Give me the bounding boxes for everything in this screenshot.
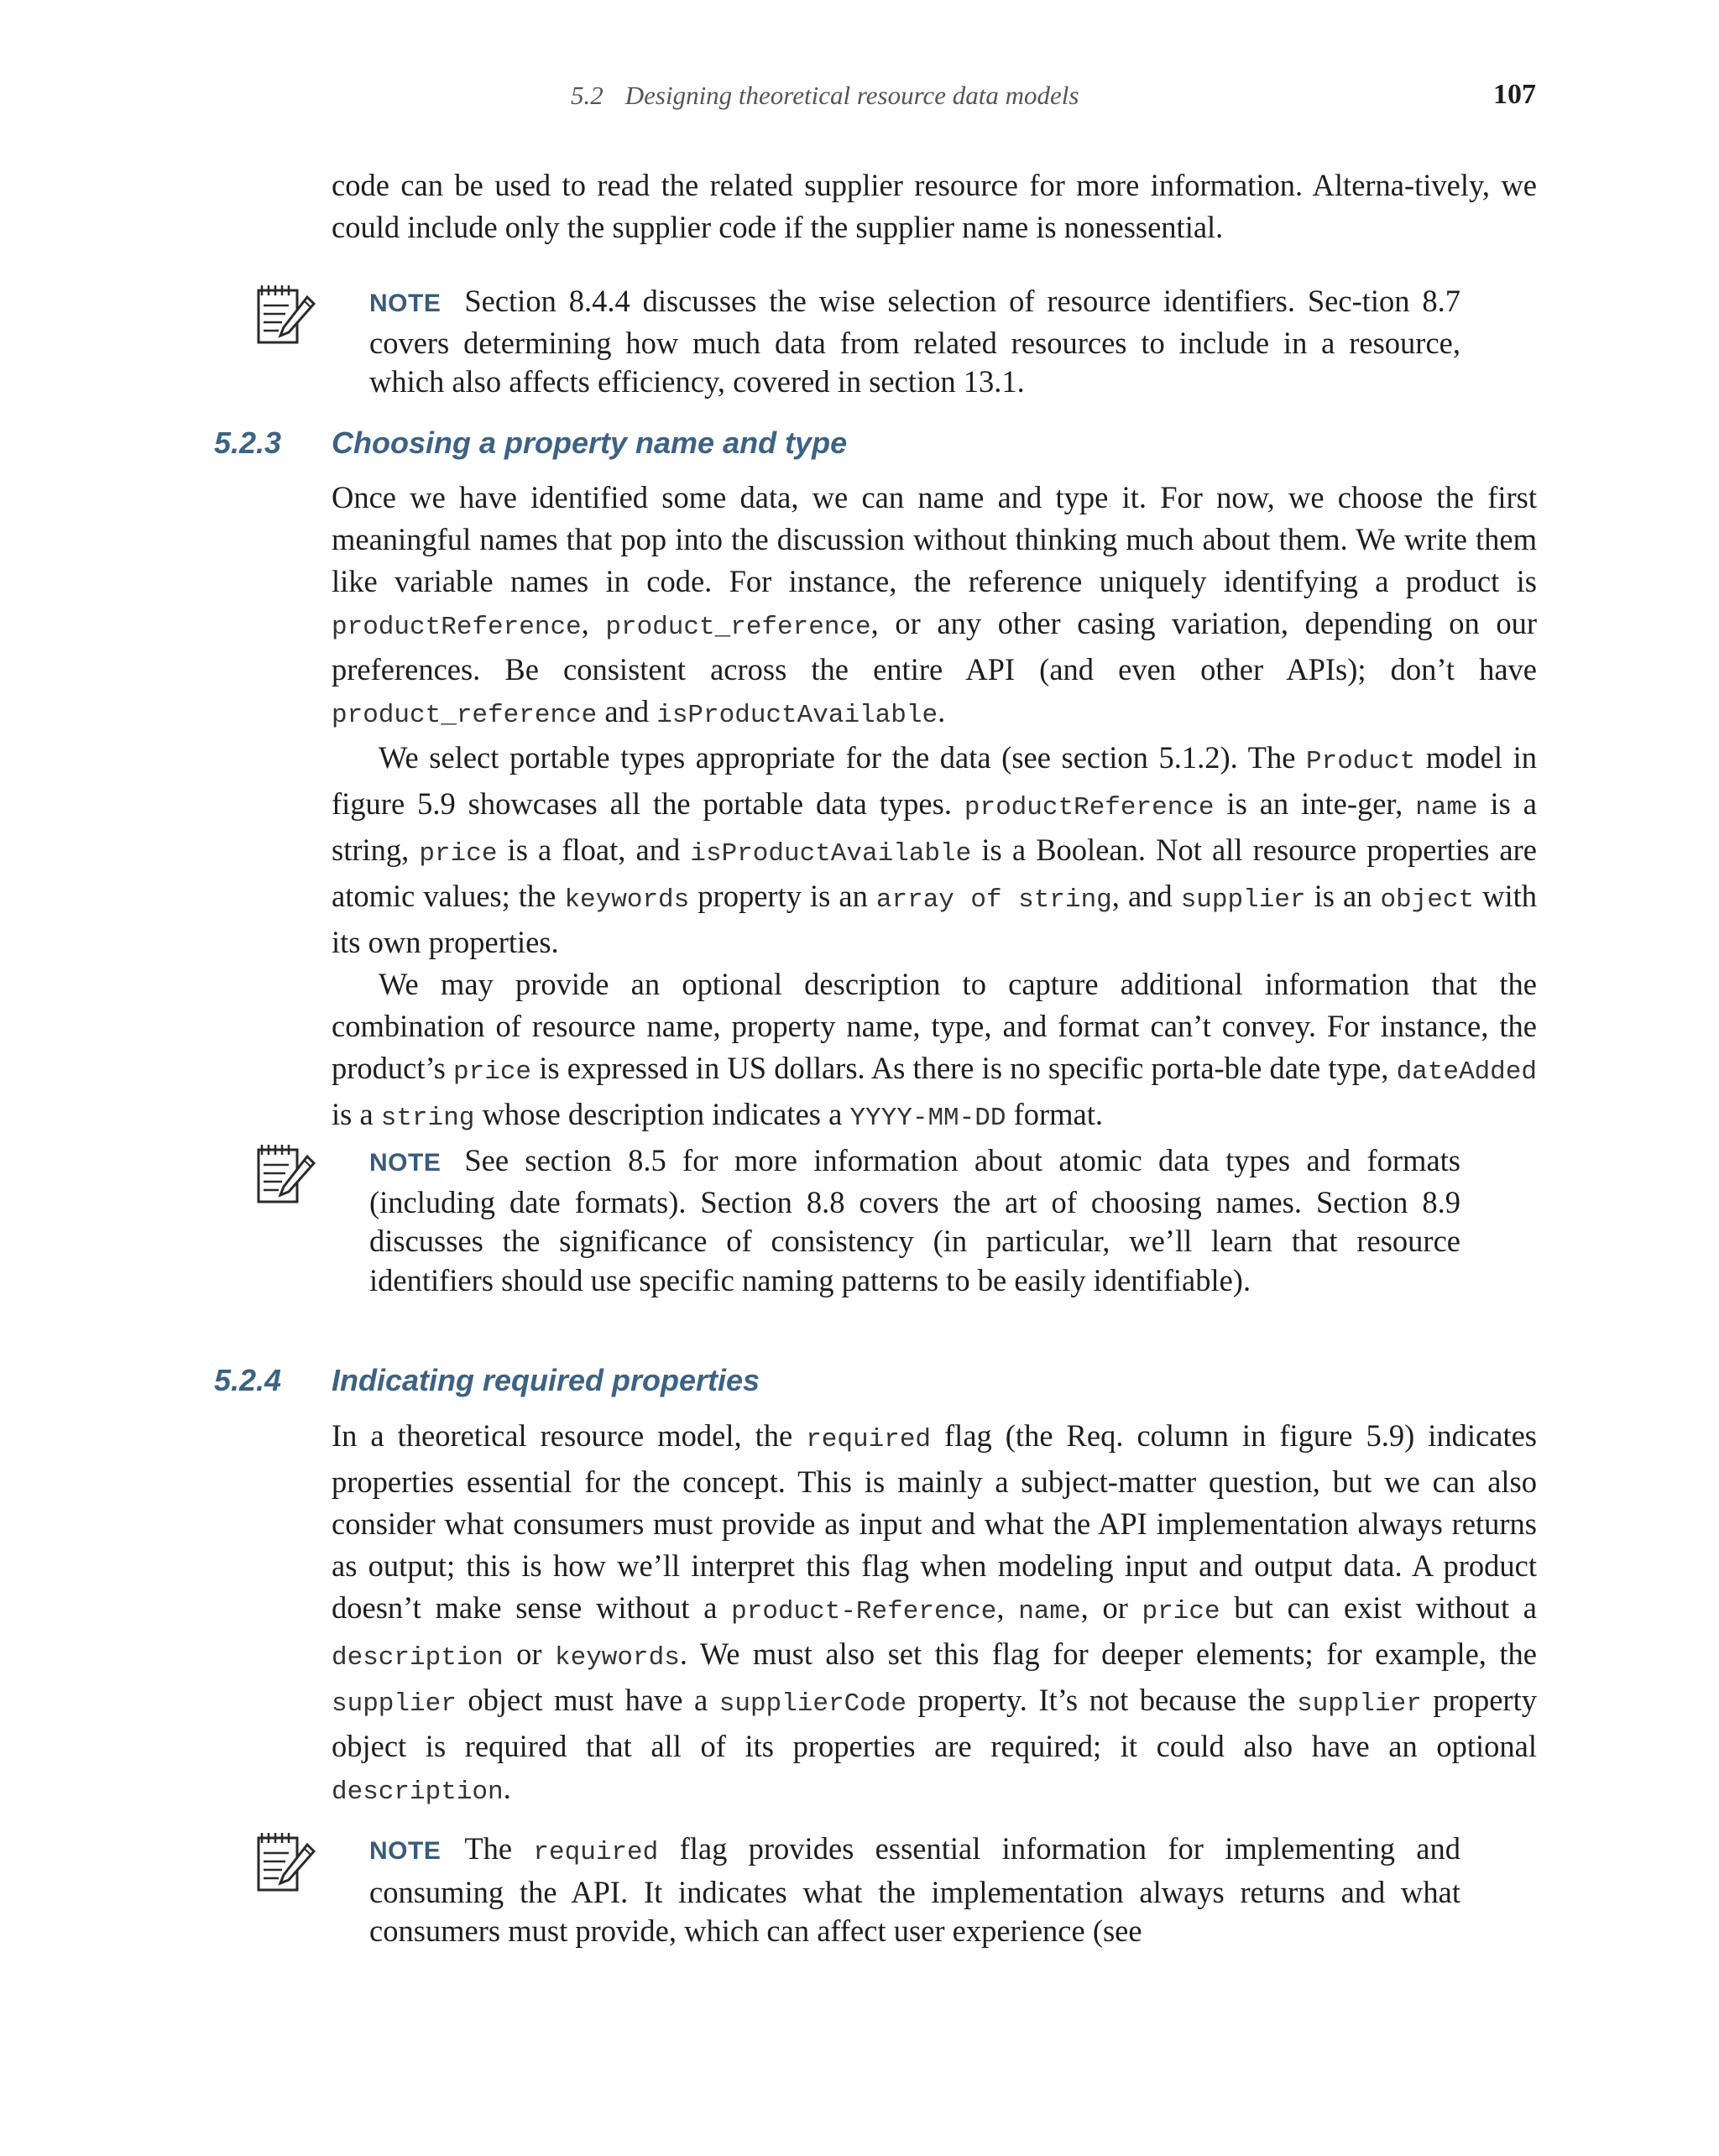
- running-head: [571, 81, 1079, 111]
- notepad-pencil-icon: [252, 1141, 319, 1209]
- section-5-2-4-title: Indicating required properties: [332, 1363, 760, 1397]
- section-5-2-4-body: [332, 1415, 1537, 1814]
- section-5-2-3-paragraph-3: We may provide an optional description to capture additional information that the combination of resource name, property name, type, and format can’t convey. For instance, the product’s price is expressed in US dollars. As there is no specific porta-ble date type, dateAdded is a string whose description indicates a YYYY-MM-DD format.: [332, 967, 1537, 1133]
- note-2-label: NOTE: [369, 1149, 442, 1177]
- section-5-2-4-number: 5.2.4: [214, 1363, 282, 1397]
- section-5-2-3-paragraph-2: We select portable types appropriate for the data (see section 5.1.2). The Product model in figure 5.9 showcases all the portable data types. productReference is an inte-ger, name is a string, price is a float, and isProductAvailable is a Boolean. Not all resource properties are atomic values; the keywords property is an array of string, and supplier is an object with its own properties.: [332, 740, 1538, 959]
- note-1-text-block: [369, 282, 1460, 402]
- intro-paragraph: [332, 164, 1537, 248]
- note-2-text: See section 8.5 for more information about atomic data types and formats (including date formats). Section 8.8 covers the art of choosing names. Section 8.9 discusses the significance of consistency (in particular, we’ll learn that resource identifiers should use specific naming patterns to be easily identifiable).: [369, 1143, 1460, 1297]
- section-5-2-3-number: 5.2.3: [214, 425, 282, 460]
- section-5-2-3-paragraph-1: Once we have identified some data, we can name and type it. For now, we choose the first meaningful names that pop into the discussion without thinking much about them. We write them like variable names in code. For instance, the reference uniquely identifying a product is productReference, product_reference, or any other casing variation, depending on our preferences. Be consistent across the entire API (and even other APIs); don’t have product_reference and isProductAvailable.: [332, 480, 1537, 730]
- section-5-2-3-title: Choosing a property name and type: [332, 425, 848, 460]
- note-1-label: NOTE: [369, 290, 442, 317]
- section-5-2-4-paragraph-1: In a theoretical resource model, the required flag (the Req. column in figure 5.9) indicates properties essential for the concept. This is mainly a subject-matter question, but we can also consider what consumers must provide as input and what the API implementation always returns as output; this is how we’ll interpret this flag when modeling input and output data. A product doesn’t make sense without a product-Reference, name, or price but can exist without a description or keywords. We must also set this flag for deeper elements; for example, the supplier object must have a supplierCode property. It’s not because the supplier property object is required that all of its properties are required; it could also have an optional description.: [332, 1418, 1538, 1807]
- running-head-section-title: Designing theoretical resource data models: [624, 81, 1079, 110]
- section-5-2-4-heading: [214, 1363, 760, 1398]
- section-5-2-3-heading: [214, 425, 847, 461]
- notepad-pencil-icon: [252, 282, 319, 349]
- note-2-text-block: [369, 1141, 1460, 1300]
- page-number: 107: [1493, 79, 1536, 110]
- note-3-text-block: NOTE The required flag provides essential information for implementing and consuming the API. It indicates what the implementation always returns and what consumers must provide, which can affect user experience (see: [369, 1831, 1460, 1948]
- note-1-text: Section 8.4.4 discusses the wise selection of resource identifiers. Sec-tion 8.7 covers determining how much data from related resources to include in a resource, which also affects efficiency, covered in section 13.1.: [369, 284, 1460, 399]
- section-5-2-3-body: [332, 477, 1537, 1140]
- running-head-section-number: 5.2: [571, 81, 603, 110]
- intro-paragraph-text: code can be used to read the related supplier resource for more information. Alterna-tively, we could include only the supplier code if the supplier name is nonessential.: [332, 168, 1537, 244]
- note-3-label: NOTE: [369, 1837, 442, 1865]
- notepad-pencil-icon: [252, 1830, 319, 1897]
